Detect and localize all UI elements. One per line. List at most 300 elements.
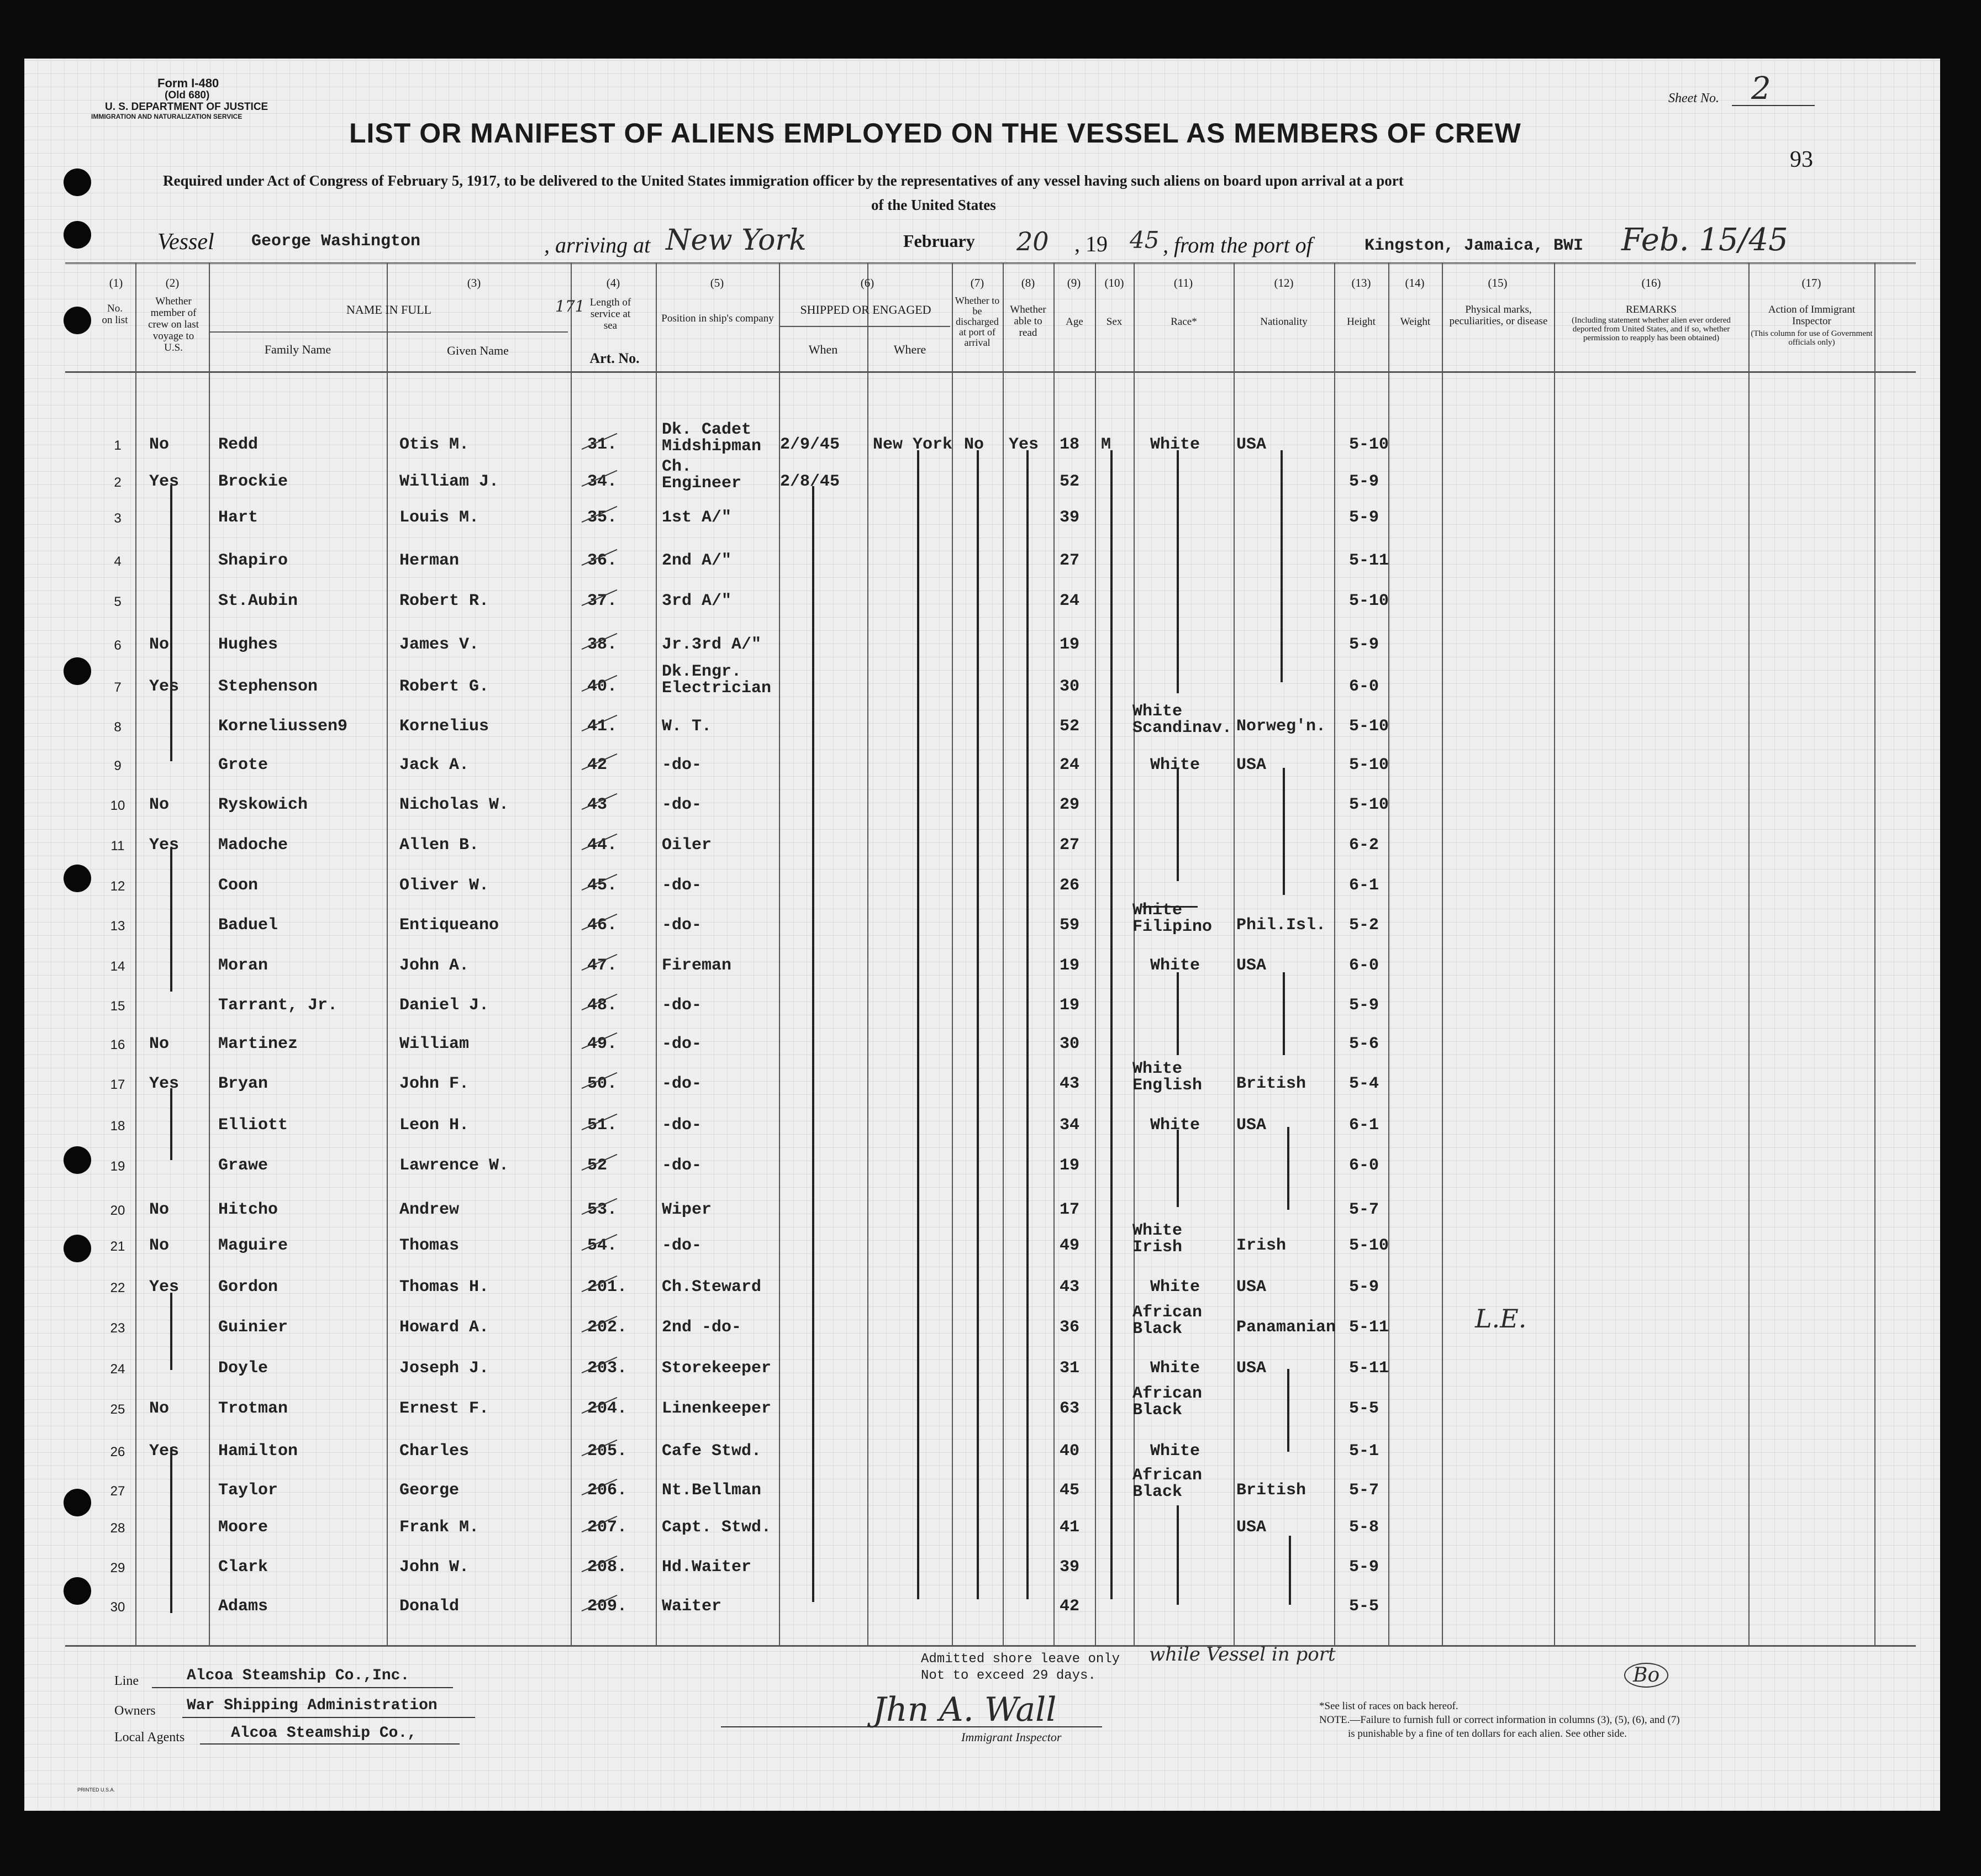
- shipped-where-cell: New York: [873, 435, 953, 454]
- member-cell: No: [149, 1035, 170, 1053]
- art-no-cell: 37.: [587, 592, 618, 610]
- member-cell: No: [149, 1200, 170, 1219]
- given-name-cell: Nicholas W.: [399, 795, 509, 814]
- age-cell: 27: [1060, 836, 1080, 855]
- family-name-cell: Hitcho: [218, 1200, 278, 1219]
- member-cell: Yes: [149, 836, 180, 855]
- ditto-mark: [917, 450, 919, 1599]
- row-number: 26: [110, 1445, 125, 1459]
- column-number: (8): [1021, 276, 1035, 289]
- column-divider: [135, 262, 136, 1646]
- race-cell: White: [1150, 756, 1200, 774]
- steamship-line: Alcoa Steamship Co.,Inc.: [187, 1667, 410, 1684]
- age-cell: 43: [1060, 1278, 1080, 1297]
- position-cell: Wiper: [662, 1200, 712, 1219]
- position-cell: Dk.Engr. Electrician: [662, 662, 772, 698]
- column-divider: [209, 262, 210, 1646]
- strikethrough-mark: [1142, 906, 1198, 908]
- height-cell: 5-8: [1349, 1518, 1379, 1537]
- art-no-cell: 205.: [587, 1442, 628, 1461]
- age-cell: 43: [1060, 1074, 1080, 1093]
- nationality-cell: British: [1236, 1074, 1306, 1093]
- printer-mark: PRINTED U.S.A.: [77, 1787, 115, 1793]
- position-cell: Linenkeeper: [662, 1399, 772, 1418]
- given-name-cell: John W.: [399, 1558, 470, 1577]
- ditto-mark: [170, 1293, 172, 1370]
- arrival-month: February: [903, 231, 975, 251]
- height-cell: 5-5: [1349, 1597, 1379, 1616]
- vessel-name: George Washington: [251, 232, 421, 251]
- age-cell: 63: [1060, 1399, 1080, 1418]
- family-name-cell: Grawe: [218, 1156, 268, 1175]
- column-number: (5): [710, 276, 724, 289]
- table-bottom-rule: [65, 1645, 1916, 1647]
- col-able-to-read: Whether able to read: [1010, 304, 1046, 339]
- art-no-cell: 44.: [587, 836, 618, 855]
- punch-hole: [64, 1489, 91, 1516]
- height-cell: 6-2: [1349, 836, 1379, 855]
- age-cell: 19: [1060, 635, 1080, 654]
- age-cell: 29: [1060, 795, 1080, 814]
- row-number: 5: [114, 594, 122, 609]
- column-number: (15): [1488, 276, 1508, 289]
- height-cell: 5-5: [1349, 1399, 1379, 1418]
- position-cell: Ch. Engineer: [662, 457, 742, 493]
- vessel-line-rule: [65, 262, 1916, 264]
- row-number: 13: [110, 919, 125, 934]
- position-cell: -do-: [662, 1156, 702, 1175]
- position-cell: Jr.3rd A/": [662, 635, 762, 654]
- art-no-cell: 38.: [587, 635, 618, 654]
- given-name-cell: Kornelius: [399, 717, 489, 736]
- age-cell: 27: [1060, 551, 1080, 570]
- given-name-cell: Lawrence W.: [399, 1156, 509, 1175]
- height-cell: 6-0: [1349, 677, 1379, 696]
- row-number: 20: [110, 1203, 125, 1218]
- height-cell: 6-0: [1349, 956, 1379, 975]
- column-divider: [1095, 262, 1096, 1646]
- given-name-cell: Charles: [399, 1442, 470, 1461]
- family-name-cell: Adams: [218, 1597, 268, 1616]
- nationality-cell: Norweg'n.: [1236, 717, 1326, 736]
- family-name-cell: Shapiro: [218, 551, 288, 570]
- art-no-cell: 201.: [587, 1278, 628, 1297]
- row-number: 8: [114, 720, 122, 735]
- height-cell: 5-7: [1349, 1481, 1379, 1500]
- given-name-cell: Jack A.: [399, 756, 470, 774]
- sheet-number: 2: [1751, 71, 1771, 107]
- service-name: IMMIGRATION AND NATURALIZATION SERVICE: [91, 113, 243, 120]
- race-cell: White: [1150, 1278, 1200, 1297]
- age-cell: 42: [1060, 1597, 1080, 1616]
- nationality-cell: USA: [1236, 1359, 1267, 1378]
- race-cell: White English: [1132, 1060, 1203, 1095]
- age-cell: 52: [1060, 472, 1080, 491]
- ditto-mark: [1281, 450, 1283, 682]
- family-name-cell: Moran: [218, 956, 268, 975]
- art-no-cell: 52: [587, 1156, 608, 1175]
- family-name-cell: Tarrant, Jr.: [218, 996, 338, 1015]
- height-cell: 5-11: [1349, 551, 1389, 570]
- fine-footnote: NOTE.—Failure to furnish full or correct information in columns (3), (5), (6), and (7): [1319, 1714, 1680, 1726]
- punch-hole: [64, 1146, 91, 1174]
- sheet-number-label: Sheet No.: [1668, 91, 1719, 106]
- height-cell: 5-10: [1349, 592, 1389, 610]
- col-discharged: Whether to be discharged at port of arrival: [955, 295, 1000, 348]
- races-footnote: *See list of races on back hereof.: [1319, 1700, 1458, 1712]
- ditto-mark: [977, 450, 979, 1599]
- family-name-cell: Hughes: [218, 635, 278, 654]
- row-number: 3: [114, 511, 122, 526]
- art-no-cell: 203.: [587, 1359, 628, 1378]
- art-no-cell: 48.: [587, 996, 618, 1015]
- family-name-cell: St.Aubin: [218, 592, 298, 610]
- given-name-cell: Thomas: [399, 1236, 460, 1255]
- given-name-cell: Louis M.: [399, 508, 480, 527]
- age-cell: 36: [1060, 1318, 1080, 1337]
- shipped-subheader-rule: [779, 326, 950, 327]
- ditto-mark: [170, 1447, 172, 1613]
- age-cell: 17: [1060, 1200, 1080, 1219]
- arrival-port: New York: [666, 224, 807, 257]
- position-cell: Storekeeper: [662, 1359, 772, 1378]
- position-cell: -do-: [662, 795, 702, 814]
- age-cell: 59: [1060, 916, 1080, 935]
- form-number: Form I-480: [157, 76, 219, 90]
- height-cell: 5-9: [1349, 1558, 1379, 1577]
- race-cell: White Filipino: [1132, 901, 1213, 936]
- sex-cell: M: [1101, 435, 1111, 454]
- nationality-cell: USA: [1236, 756, 1267, 774]
- art-no-cell: 34.: [587, 472, 618, 491]
- age-cell: 24: [1060, 756, 1080, 774]
- owners-label: Owners: [114, 1704, 156, 1718]
- ditto-mark: [1177, 1130, 1179, 1207]
- given-name-cell: Herman: [399, 551, 460, 570]
- given-name-cell: Entiqueano: [399, 916, 499, 935]
- art-no-cell: 206.: [587, 1481, 628, 1500]
- height-cell: 5-11: [1349, 1359, 1389, 1378]
- col-where: Where: [893, 342, 926, 356]
- age-cell: 31: [1060, 1359, 1080, 1378]
- age-cell: 24: [1060, 592, 1080, 610]
- ditto-mark: [1110, 450, 1113, 1599]
- given-name-cell: Robert R.: [399, 592, 489, 610]
- art-no-cell: 208.: [587, 1558, 628, 1577]
- ditto-mark: [1283, 768, 1285, 895]
- race-cell: White: [1150, 1442, 1200, 1461]
- given-name-cell: Thomas H.: [399, 1278, 489, 1297]
- art-no-cell: 41.: [587, 717, 618, 736]
- col-no-on-list: No. on list: [102, 303, 128, 326]
- family-name-cell: Taylor: [218, 1481, 278, 1500]
- ditto-mark: [1177, 450, 1179, 693]
- family-name-cell: Grote: [218, 756, 268, 774]
- given-name-cell: George: [399, 1481, 460, 1500]
- position-cell: -do-: [662, 1116, 702, 1135]
- height-cell: 5-10: [1349, 1236, 1389, 1255]
- height-cell: 5-10: [1349, 435, 1389, 454]
- position-cell: Capt. Stwd.: [662, 1518, 772, 1537]
- header-bottom-rule: [65, 371, 1916, 373]
- nationality-cell: British: [1236, 1481, 1306, 1500]
- column-number: (7): [970, 276, 984, 289]
- given-name-cell: James V.: [399, 635, 480, 654]
- ditto-mark: [1177, 1505, 1179, 1605]
- family-name-cell: Hart: [218, 508, 259, 527]
- position-cell: 2nd -do-: [662, 1318, 742, 1337]
- position-cell: Ch.Steward: [662, 1278, 762, 1297]
- race-cell: White: [1150, 1359, 1200, 1378]
- family-name-cell: Guinier: [218, 1318, 288, 1337]
- col-age: Age: [1066, 316, 1083, 328]
- age-cell: 41: [1060, 1518, 1080, 1537]
- given-name-cell: Allen B.: [399, 836, 480, 855]
- age-cell: 49: [1060, 1236, 1080, 1255]
- corner-page-number: 93: [1790, 147, 1813, 172]
- handwritten-port-note: while Vessel in port: [1149, 1643, 1336, 1666]
- family-name-cell: Madoche: [218, 836, 288, 855]
- position-cell: Fireman: [662, 956, 732, 975]
- given-name-cell: Leon H.: [399, 1116, 470, 1135]
- col-position: Position in ship's company: [661, 313, 774, 324]
- race-cell: White Scandinav.: [1132, 702, 1232, 737]
- art-no-cell: 204.: [587, 1399, 628, 1418]
- age-cell: 19: [1060, 956, 1080, 975]
- family-name-cell: Korneliussen9: [218, 717, 348, 736]
- year-prefix: , 19: [1074, 231, 1108, 256]
- position-cell: -do-: [662, 876, 702, 895]
- age-cell: 52: [1060, 717, 1080, 736]
- col-physical-marks: Physical marks, peculiarities, or disease: [1449, 304, 1548, 327]
- family-name-cell: Coon: [218, 876, 259, 895]
- height-cell: 5-11: [1349, 1318, 1389, 1337]
- family-name-cell: Brockie: [218, 472, 288, 491]
- column-divider: [571, 262, 572, 1646]
- race-cell: White Irish: [1132, 1221, 1183, 1257]
- race-cell: African Black: [1132, 1303, 1203, 1339]
- punch-hole: [64, 1577, 91, 1605]
- family-name-cell: Bryan: [218, 1074, 268, 1093]
- department-name: U. S. DEPARTMENT OF JUSTICE: [105, 101, 268, 113]
- column-divider: [779, 262, 780, 1646]
- nationality-cell: USA: [1236, 435, 1267, 454]
- punch-hole: [64, 168, 91, 196]
- column-divider: [1388, 262, 1389, 1646]
- row-number: 14: [110, 959, 125, 974]
- arriving-label: , arriving at: [544, 233, 651, 257]
- arrival-year: 45: [1130, 226, 1160, 254]
- age-cell: 30: [1060, 677, 1080, 696]
- col-remarks-note: (Including statement whether alien ever ordered deported from United States, and if so, whether permission to reapply has been obtained): [1572, 316, 1731, 342]
- height-cell: 5-6: [1349, 1035, 1379, 1053]
- col-sex: Sex: [1106, 316, 1123, 328]
- line-rule: [152, 1687, 453, 1688]
- family-name-cell: Trotman: [218, 1399, 288, 1418]
- column-divider: [1442, 262, 1443, 1646]
- member-cell: No: [149, 795, 170, 814]
- col-shipped-engaged: SHIPPED OR ENGAGED: [800, 303, 931, 317]
- column-number: (11): [1173, 276, 1193, 289]
- member-cell: No: [149, 435, 170, 454]
- position-cell: -do-: [662, 756, 702, 774]
- signature-rule: [721, 1726, 1102, 1727]
- line-label: Line: [114, 1674, 139, 1688]
- race-cell: White: [1150, 1116, 1200, 1135]
- vessel-owners: War Shipping Administration: [187, 1697, 438, 1714]
- nationality-cell: USA: [1236, 1116, 1267, 1135]
- art-no-cell: 53.: [587, 1200, 618, 1219]
- circled-note: Bo: [1624, 1663, 1668, 1688]
- family-name-cell: Hamilton: [218, 1442, 298, 1461]
- art-no-cell: 36.: [587, 551, 618, 570]
- col-length-service: Length of service at sea: [589, 297, 631, 331]
- age-cell: 40: [1060, 1442, 1080, 1461]
- row-number: 6: [114, 638, 122, 653]
- given-name-cell: Ernest F.: [399, 1399, 489, 1418]
- ditto-mark: [1289, 1536, 1291, 1605]
- able-to-read-cell: Yes: [1009, 435, 1039, 454]
- discharged-cell: No: [964, 435, 984, 454]
- art-no-cell: 209.: [587, 1597, 628, 1616]
- column-divider: [1234, 262, 1235, 1646]
- column-divider: [1748, 262, 1750, 1646]
- position-cell: -do-: [662, 1074, 702, 1093]
- column-divider: [867, 262, 868, 1646]
- nationality-cell: Irish: [1236, 1236, 1287, 1255]
- age-cell: 45: [1060, 1481, 1080, 1500]
- age-cell: 18: [1060, 435, 1080, 454]
- height-cell: 5-9: [1349, 472, 1379, 491]
- given-name-cell: Otis M.: [399, 435, 470, 454]
- sheet-number-line: [1732, 105, 1815, 106]
- row-number: 7: [114, 680, 122, 695]
- height-cell: 5-10: [1349, 717, 1389, 736]
- column-number: (9): [1067, 276, 1081, 289]
- given-name-cell: Howard A.: [399, 1318, 489, 1337]
- col-when: When: [808, 342, 838, 356]
- column-number: (6): [860, 276, 874, 289]
- ditto-mark: [1177, 768, 1179, 881]
- member-cell: Yes: [149, 1442, 180, 1461]
- given-name-cell: Daniel J.: [399, 996, 489, 1015]
- col-height: Height: [1347, 316, 1376, 328]
- column-number: (14): [1405, 276, 1425, 289]
- row-number: 17: [110, 1077, 125, 1092]
- family-name-cell: Maguire: [218, 1236, 288, 1255]
- row-number: 24: [110, 1362, 125, 1377]
- punch-hole: [64, 865, 91, 892]
- height-cell: 5-2: [1349, 916, 1379, 935]
- row-number: 27: [110, 1484, 125, 1499]
- fine-footnote-2: is punishable by a fine of ten dollars for each alien. See other side.: [1348, 1728, 1627, 1740]
- art-no-cell: 50.: [587, 1074, 618, 1093]
- punch-hole: [64, 307, 91, 334]
- height-cell: 5-4: [1349, 1074, 1379, 1093]
- column-divider: [1053, 262, 1055, 1646]
- age-cell: 26: [1060, 876, 1080, 895]
- row-number: 1: [114, 438, 122, 453]
- col-member-last-voyage: Whether member of crew on last voyage to U.S.: [148, 296, 199, 354]
- nationality-cell: Panamanian: [1236, 1318, 1336, 1337]
- height-cell: 5-10: [1349, 795, 1389, 814]
- column-number: (16): [1641, 276, 1661, 289]
- art-no-cell: 42: [587, 756, 608, 774]
- manifest-subtitle-2: of the United States: [871, 197, 996, 213]
- arrival-day: 20: [1016, 226, 1049, 256]
- art-no-cell: 202.: [587, 1318, 628, 1337]
- shipped-when-cell: 2/8/45: [780, 472, 840, 491]
- art-no-cell: 40.: [587, 677, 618, 696]
- nationality-cell: Phil.Isl.: [1236, 916, 1326, 935]
- column-divider: [1554, 262, 1555, 1646]
- ditto-mark: [1287, 1369, 1289, 1452]
- column-divider: [952, 262, 953, 1646]
- row-number: 11: [110, 839, 125, 853]
- ditto-mark: [1287, 1127, 1289, 1210]
- column-number: (4): [606, 276, 620, 289]
- nationality-cell: USA: [1236, 1278, 1267, 1297]
- ditto-mark: [812, 486, 814, 1602]
- given-name-cell: John F.: [399, 1074, 470, 1093]
- race-cell: White: [1150, 956, 1200, 975]
- position-cell: -do-: [662, 1035, 702, 1053]
- punch-hole: [64, 657, 91, 685]
- member-cell: Yes: [149, 677, 180, 696]
- column-divider: [1003, 262, 1004, 1646]
- column-number: (3): [467, 276, 481, 289]
- art-no-cell: 46.: [587, 916, 618, 935]
- given-name-cell: Frank M.: [399, 1518, 480, 1537]
- member-cell: Yes: [149, 1074, 180, 1093]
- position-cell: -do-: [662, 916, 702, 935]
- family-name-cell: Moore: [218, 1518, 268, 1537]
- age-cell: 19: [1060, 996, 1080, 1015]
- position-cell: 3rd A/": [662, 592, 732, 610]
- family-name-cell: Martinez: [218, 1035, 298, 1053]
- name-subheader-rule: [209, 331, 568, 333]
- height-cell: 5-9: [1349, 1278, 1379, 1297]
- ditto-mark: [1177, 972, 1179, 1055]
- given-name-cell: John A.: [399, 956, 470, 975]
- row-number: 10: [110, 798, 125, 813]
- col-action-note: (This column for use of Government officials only): [1751, 329, 1873, 347]
- height-cell: 5-10: [1349, 756, 1389, 774]
- family-name-cell: Stephenson: [218, 677, 318, 696]
- ditto-mark: [170, 1088, 172, 1160]
- age-cell: 39: [1060, 1558, 1080, 1577]
- age-cell: 30: [1060, 1035, 1080, 1053]
- agents-label: Local Agents: [114, 1730, 185, 1745]
- column-number: (10): [1104, 276, 1124, 289]
- family-name-cell: Ryskowich: [218, 795, 308, 814]
- height-cell: 5-1: [1349, 1442, 1379, 1461]
- ditto-mark: [1026, 450, 1029, 1599]
- art-no-cell: 47.: [587, 956, 618, 975]
- height-cell: 5-9: [1349, 635, 1379, 654]
- position-cell: Hd.Waiter: [662, 1558, 752, 1577]
- height-cell: 6-0: [1349, 1156, 1379, 1175]
- punch-hole: [64, 221, 91, 249]
- old-form-number: (Old 680): [165, 89, 210, 101]
- departure-date-note: Feb. 15/45: [1621, 222, 1788, 258]
- member-cell: Yes: [149, 1278, 180, 1297]
- position-cell: Cafe Stwd.: [662, 1442, 762, 1461]
- given-name-cell: Andrew: [399, 1200, 460, 1219]
- given-name-cell: Oliver W.: [399, 876, 489, 895]
- position-cell: -do-: [662, 1236, 702, 1255]
- row-number: 18: [110, 1119, 125, 1134]
